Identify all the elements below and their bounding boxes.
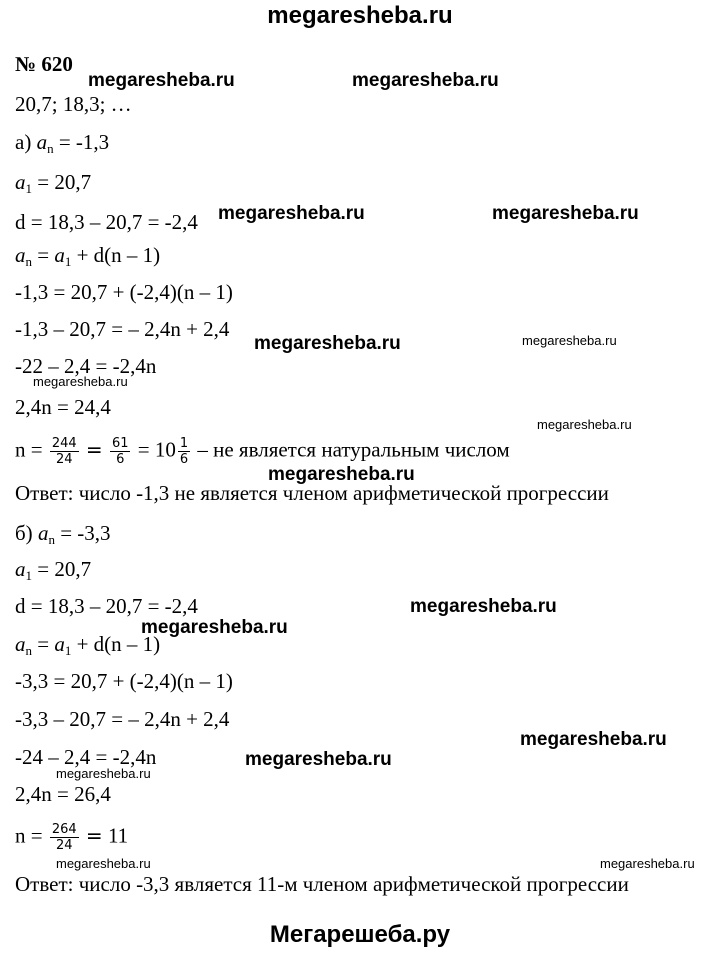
fraction: $\frac{1}{6}$ [179,436,189,467]
watermark: megaresheba.ru [245,749,392,770]
watermark: megaresheba.ru [218,203,365,224]
sequence-line: 20,7; 18,3; … [15,92,132,116]
fraction: $\frac{264}{24}$ [51,822,77,853]
watermark: megaresheba.ru [352,70,499,91]
fraction: $\frac{61}{6}$ [111,436,129,467]
part-b-line-2: $a_1 = 20,7$ [15,557,92,583]
watermark: megaresheba.ru [268,464,415,485]
watermark: megaresheba.ru [56,766,151,781]
part-b-line-1: б) $a_n = -3,3$ [15,521,111,547]
watermark: megaresheba.ru [410,596,557,617]
part-b-line-8: 2,4n = 26,4 [15,782,111,806]
watermark: megaresheba.ru [56,856,151,871]
part-a-n-line: n = $\frac{244}{24}$ = $\frac{61}{6}$ = 10 $\frac{1}{6}$ – не является натуральным числом [15,436,510,467]
watermark: megaresheba.ru [254,333,401,354]
watermark: megaresheba.ru [600,856,695,871]
part-a-line-7: -22 – 2,4 = -2,4n [15,354,157,378]
part-b-line-4: $a_n = a_1 + d(n - 1)$ [15,632,161,658]
part-b-line-3: d = 18,3 – 20,7 = -2,4 [15,594,198,618]
watermark: megaresheba.ru [88,70,235,91]
part-a-answer: Ответ: число -1,3 не является членом арифметической прогрессии [15,481,609,505]
part-a-line-2: $a_1 = 20,7$ [15,170,92,196]
watermark: megaresheba.ru [520,729,667,750]
part-a-line-8: 2,4n = 24,4 [15,395,111,419]
problem-number: № 620 [15,52,73,76]
watermark: megaresheba.ru [522,333,617,348]
part-b-line-6: -3,3 – 20,7 = – 2,4n + 2,4 [15,707,230,731]
part-a-line-5: -1,3 = 20,7 + (-2,4)(n – 1) [15,280,233,304]
part-a-line-6: -1,3 – 20,7 = – 2,4n + 2,4 [15,317,230,341]
site-header[interactable]: megaresheba.ru [267,2,453,29]
fraction: $\frac{244}{24}$ [51,436,77,467]
part-b-line-5: -3,3 = 20,7 + (-2,4)(n – 1) [15,669,233,693]
watermark: megaresheba.ru [537,417,632,432]
part-b-n-line: n = $\frac{264}{24}$ = 11 [15,822,129,853]
watermark: megaresheba.ru [141,617,288,638]
part-a-line-3: d = 18,3 – 20,7 = -2,4 [15,210,198,234]
site-footer[interactable]: Мегарешеба.ру [269,921,451,948]
part-a-line-4: $a_n = a_1 + d(n - 1)$ [15,243,161,269]
part-a-line-1: а) $a_n = -1,3$ [15,130,110,156]
part-b-line-7: -24 – 2,4 = -2,4n [15,745,157,769]
part-b-answer: Ответ: число -3,3 является 11-м членом арифметической прогрессии [15,872,629,896]
watermark: megaresheba.ru [33,374,128,389]
watermark: megaresheba.ru [492,203,639,224]
